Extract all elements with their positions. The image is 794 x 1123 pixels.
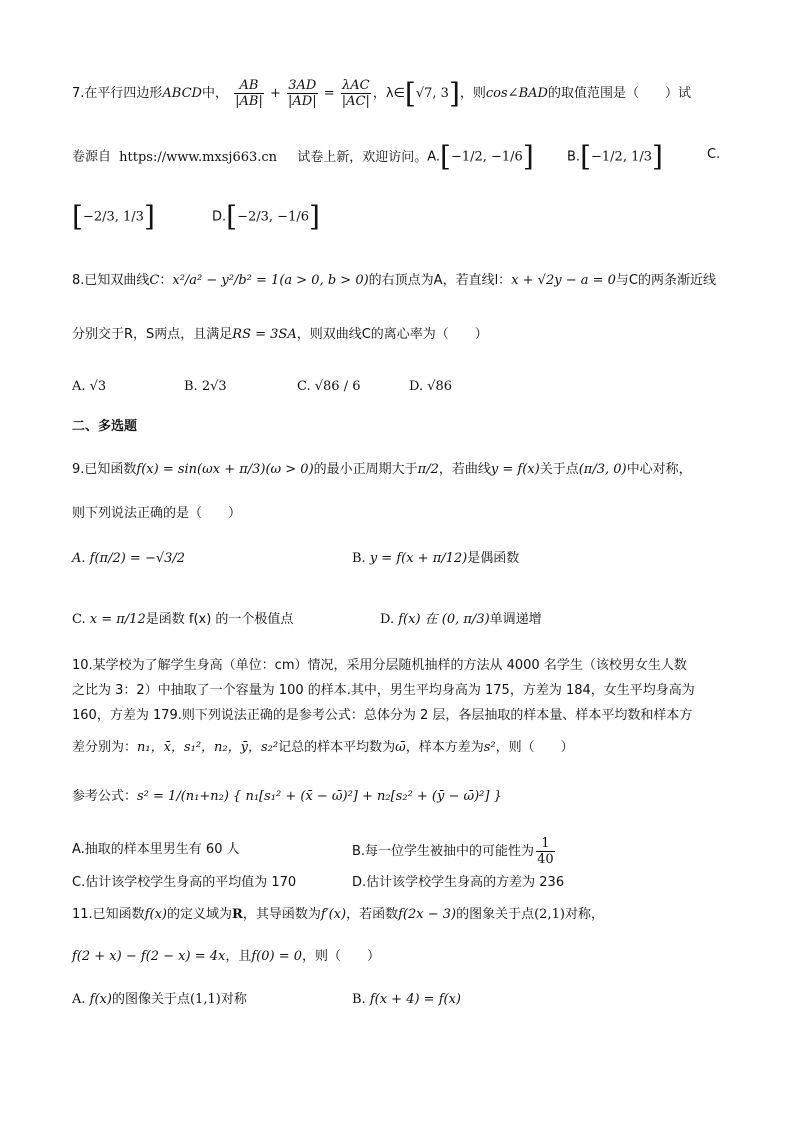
q9-line2: 则下列说法正确的是（ ） — [72, 506, 242, 521]
q7-plus: + — [269, 86, 281, 101]
q7-cos: cos∠BAD — [485, 86, 548, 101]
q11-optA: A. f(x)的图像关于点(1,1)对称 — [72, 992, 247, 1007]
q9-optC: C. x = π/12是函数 f(x) 的一个极值点 — [72, 612, 294, 627]
q10-optA: A.抽取的样本里男生有 60 人 — [72, 842, 240, 857]
q7-line1: 7.在平行四边形ABCD中， $\frac{AB}{|AB|}$ + $\frac{3AD}{|AD|}$ = $\frac{\text{λAC}}{|AC|}$ ，λ∈[√7, 3]，则cos∠BAD的取值范围是（ ）试 — [72, 76, 691, 110]
q7-prefix: 7.在平行四边形 — [72, 86, 163, 101]
q7-optC: −2/3, 1/3 — [82, 209, 144, 225]
q7-optA-label: A. — [427, 149, 440, 165]
q7-suffix: 的取值范围是（ ）试 — [547, 86, 691, 101]
q7-eq: = — [323, 86, 335, 101]
q7-abcd: ABCD — [162, 86, 202, 101]
q11-eq1: f(2 + x) − f(2 − x) = 4x — [72, 949, 226, 964]
q9-curve: y = f(x) — [490, 462, 540, 477]
q9-optB: B. y = f(x + π/12)是偶函数 — [352, 551, 520, 566]
q8-equation: x²/a² − y²/b² = 1 — [172, 273, 280, 288]
q8-mid: 的右顶点为A，若直线l： — [368, 273, 512, 288]
q7-line2: 卷源自 https://www.mxsj663.cn 试卷上新，欢迎访问。A.[−1/2, −1/6] — [72, 140, 534, 173]
q9-l1e: 中心对称， — [626, 462, 692, 477]
q9-l1b: 的最小正周期大于 — [313, 462, 418, 477]
q8-line2 — [72, 326, 488, 344]
q11-optB: B. f(x + 4) = f(x) — [352, 992, 461, 1007]
q9-point: (π/3, 0) — [578, 462, 627, 477]
q11-fpx: f′(x) — [320, 907, 347, 922]
q8-suffix: 与C的两条渐近线 — [615, 273, 716, 288]
q7-line2-prefix: 卷源自 — [72, 149, 112, 165]
q7-frac1: $\frac{AB}{|AB|}$ — [235, 78, 263, 109]
q8-line1 — [72, 272, 716, 290]
q9-line1 — [72, 461, 692, 479]
q7-optB-label: B. — [567, 149, 581, 165]
q10-s2: s² — [483, 740, 496, 755]
q9-l1d: 关于点 — [539, 462, 579, 477]
q7-optC-label: C. — [707, 147, 721, 162]
q10-line4: 差分别为：n₁，x̄，s₁²，n₂，ȳ，s₂²记总的样本平均数为ω̄，样本方差为s²，则（ ） — [72, 740, 574, 755]
q11-fx: f(x) — [144, 907, 167, 922]
q7-frac3: $\frac{\text{λAC}}{|AC|}$ — [341, 78, 370, 109]
q10-ref-label: 参考公式： — [72, 789, 138, 804]
q9-optD: D. f(x) 在 (0, π/3)单调递增 — [380, 612, 542, 627]
q8-optD: D. √86 — [409, 379, 453, 394]
q10-optB: B.每一位学生被抽中的可能性为 $\frac{1}{40}$ — [352, 836, 554, 867]
q7-optB-wrap: B.[−1/2, 1/3] — [567, 140, 663, 173]
q8-optC: C. √86 / 6 — [297, 379, 361, 394]
q7-optD: −2/3, −1/6 — [237, 209, 309, 225]
q9-func: f(x) = sin(ωx + π/3)(ω > 0) — [136, 462, 314, 477]
q8-cond: (a > 0, b > 0) — [279, 273, 369, 288]
q11-R: R — [232, 907, 243, 922]
q8-colon: ： — [159, 273, 173, 288]
q10-optD: D.估计该学校学生身高的方差为 236 — [352, 875, 565, 890]
q8-vector: RS = 3SA — [232, 327, 297, 342]
q9-l1c: ，若曲线 — [438, 462, 491, 477]
q9-l1a: 9.已知函数 — [72, 462, 137, 477]
q8-line-eq: x + √2y − a = 0 — [511, 273, 616, 288]
q8-prefix: 8.已知双曲线 — [72, 273, 150, 288]
source-url[interactable]: https://www.mxsj663.cn — [119, 149, 278, 165]
q11-f2x: f(2x − 3) — [398, 907, 457, 922]
q7-optB: −1/2, 1/3 — [591, 149, 653, 165]
q10-formula-line — [72, 788, 502, 806]
q9-optA: A. f(π/2) = −√3/2 — [72, 551, 186, 566]
q8-line2b: ，则双曲线C的离心率为（ ） — [296, 327, 488, 342]
q8-optA: A. √3 — [72, 379, 107, 394]
q11-line1: 11.已知函数f(x)的定义域为R，其导函数为f′(x)，若函数f(2x − 3)的图象关于点(2,1)对称， — [72, 907, 604, 922]
q7-line3: [−2/3, 1/3] — [72, 200, 155, 233]
q10-line2: 之比为 3：2）中抽取了一个容量为 100 的样本.其中，男生平均身高为 175，方差为 184，女生平均身高为 — [72, 683, 695, 698]
q8-optB: B. 2√3 — [184, 379, 227, 394]
q8-line2a: 分别交于R，S两点，且满足 — [72, 327, 233, 342]
q10-line1: 10.某学校为了解学生身高（单位：cm）情况，采用分层随机抽样的方法从 4000 名学生（该校男女生人数 — [72, 658, 687, 673]
q7-optD-label: D. — [212, 209, 227, 225]
q11-line2: f(2 + x) − f(2 − x) = 4x，且f(0) = 0，则（ ） — [72, 949, 381, 964]
q10-line3: 160，方差为 179.则下列说法正确的是参考公式：总体分为 2 层，各层抽取的样本量、样本平均数和样本方 — [72, 708, 693, 723]
q10-optC: C.估计该学校学生身高的平均值为 170 — [72, 875, 297, 890]
q7-optA: −1/2, −1/6 — [450, 149, 523, 165]
q7-optD-wrap: D.[−2/3, −1/6] — [212, 200, 320, 233]
q7-lambda: ，λ∈ — [372, 86, 405, 101]
q7-frac2: $\frac{3AD}{|AD|}$ — [288, 78, 317, 109]
q7-mid: ，则 — [459, 86, 486, 101]
q10-vars: n₁，x̄，s₁²，n₂，ȳ，s₂² — [137, 740, 279, 755]
q7-in: 中， — [201, 86, 228, 101]
q11-point: (2,1) — [534, 907, 565, 922]
q7-interval: √7, 3 — [415, 86, 449, 101]
q11-eq2: f(0) = 0 — [251, 949, 303, 964]
q8-C: C — [149, 273, 160, 288]
q10-omega: ω̄ — [395, 740, 406, 755]
q7-line2-mid: 试卷上新，欢迎访问。 — [297, 149, 428, 165]
q10-formula: s² = 1/(n₁+n₂) { n₁[s₁² + (x̄ − ω̄)²] + n₂[s₂² + (ȳ − ω̄)²] } — [137, 789, 502, 804]
q9-pi2: π/2 — [417, 462, 439, 477]
section-title: 二、多选题 — [72, 419, 138, 434]
